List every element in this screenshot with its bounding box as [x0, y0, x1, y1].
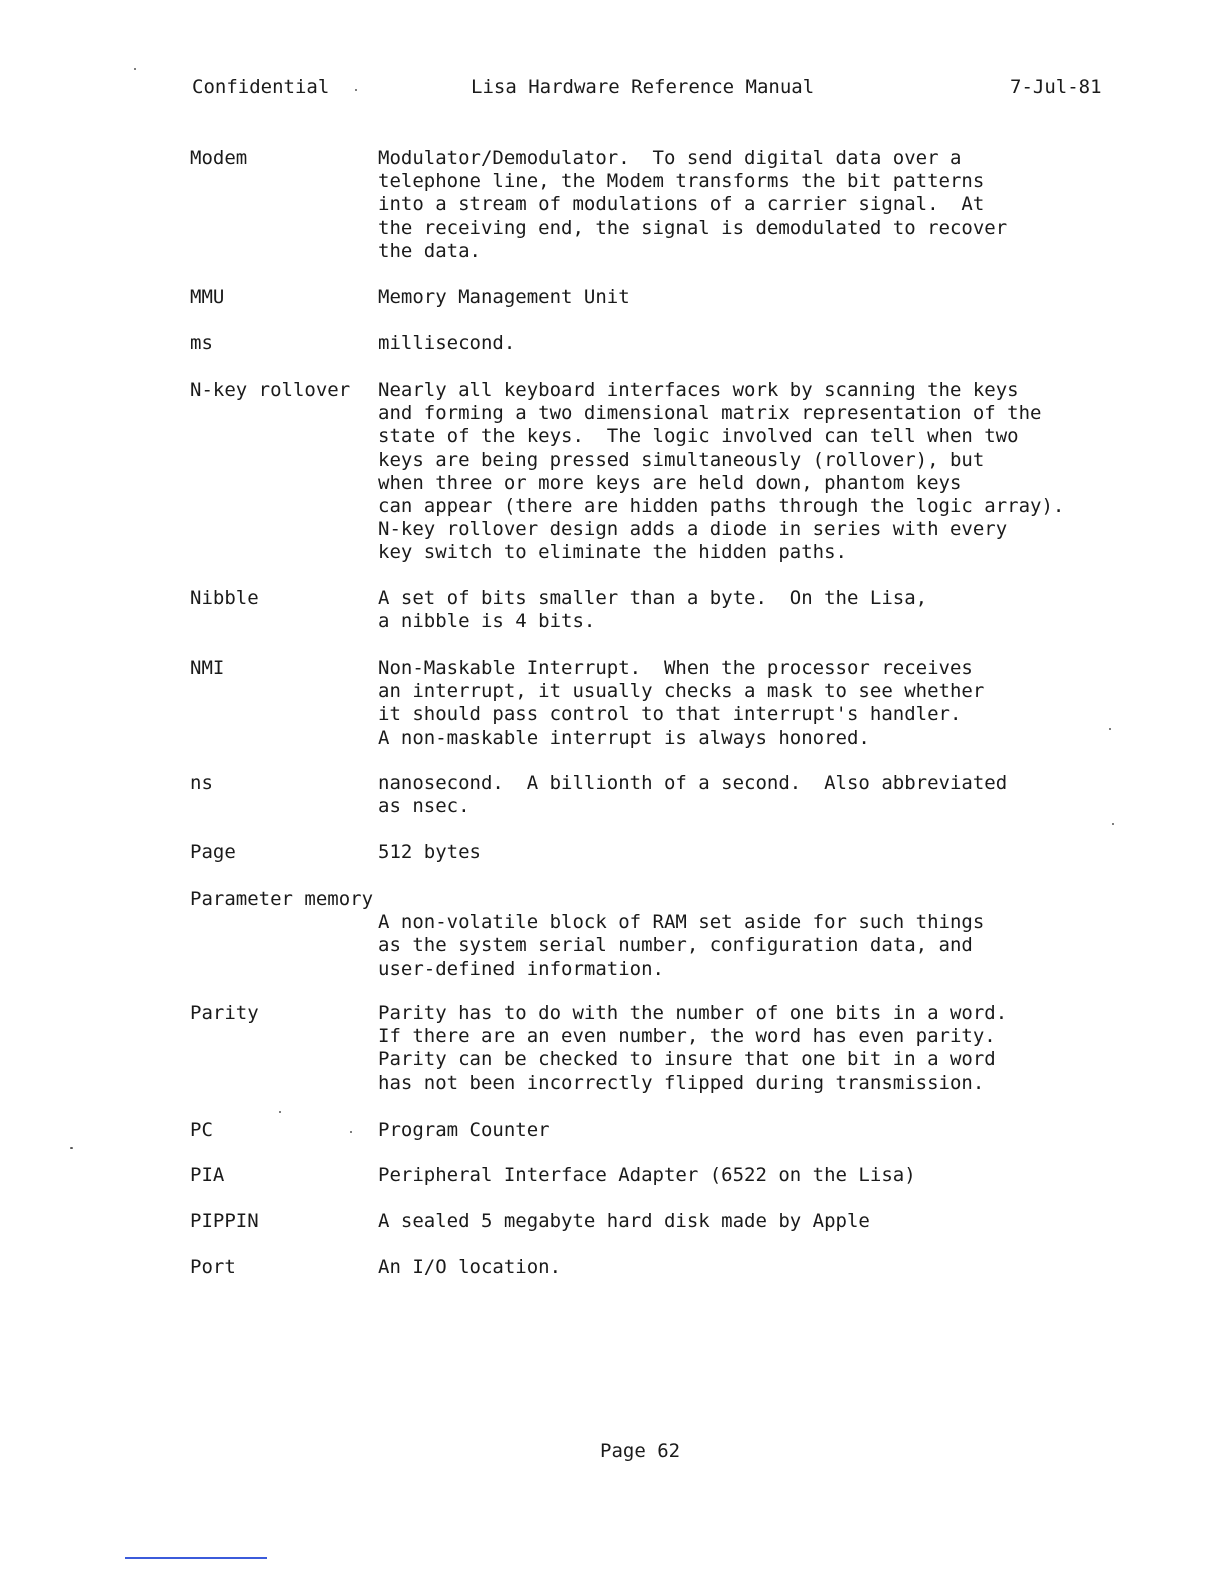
- definition-line: nanosecond. A billionth of a second. Also abbreviated: [378, 772, 1008, 794]
- glossary-term: Page: [190, 841, 236, 863]
- header-title: Lisa Hardware Reference Manual: [471, 76, 815, 98]
- definition-line: telephone line, the Modem transforms the bit patterns: [378, 170, 985, 193]
- definition-line: keys are being pressed simultaneously (rollover), but: [378, 448, 985, 471]
- definition-line: Parity has to do with the number of one bits in a word.: [378, 1002, 1008, 1024]
- definition-line: as the system serial number, configuration data, and: [378, 934, 973, 957]
- definition-line: into a stream of modulations of a carrier signal. At: [378, 193, 985, 216]
- page-number: Page 62: [600, 1440, 681, 1462]
- definition-line: key switch to eliminate the hidden paths.: [378, 541, 847, 564]
- definition-line: If there are an even number, the word has even parity.: [378, 1025, 996, 1048]
- definition-line: an interrupt, it usually checks a mask to see whether: [378, 680, 985, 703]
- definition-line: has not been incorrectly flipped during transmission.: [378, 1071, 985, 1094]
- glossary-definition: [378, 841, 1098, 864]
- glossary-definition: [378, 1256, 1098, 1279]
- glossary-definition: [378, 332, 1098, 355]
- glossary-definition: [378, 1210, 1098, 1233]
- scan-speck: [134, 68, 136, 70]
- definition-line: A non-volatile block of RAM set aside for such things: [378, 911, 985, 934]
- scan-speck: [1109, 728, 1111, 730]
- definition-line: Non-Maskable Interrupt. When the processor receives: [378, 657, 973, 679]
- definition-line: state of the keys. The logic involved can tell when two: [378, 425, 1019, 448]
- glossary-definition: [378, 1164, 1098, 1187]
- glossary-definition: [378, 1002, 1098, 1095]
- glossary-term: PC: [190, 1119, 213, 1141]
- definition-line: it should pass control to that interrupt's handler.: [378, 703, 962, 726]
- glossary-term: Modem: [190, 147, 248, 169]
- glossary-term: MMU: [190, 286, 225, 308]
- header-confidential: Confidential: [192, 76, 330, 98]
- glossary-term: PIA: [190, 1164, 225, 1186]
- definition-line: when three or more keys are held down, phantom keys: [378, 471, 962, 494]
- glossary-definition: [378, 286, 1098, 309]
- definition-line: as nsec.: [378, 795, 470, 818]
- definition-line: millisecond.: [378, 332, 516, 354]
- scan-speck: [70, 1147, 73, 1149]
- definition-line: A set of bits smaller than a byte. On the Lisa,: [378, 587, 928, 609]
- definition-line: Modulator/Demodulator. To send digital data over a: [378, 147, 962, 169]
- scan-speck: [350, 1131, 352, 1133]
- glossary-definition: [378, 379, 1098, 565]
- glossary-term: Nibble: [190, 587, 259, 609]
- definition-line: 512 bytes: [378, 841, 481, 863]
- glossary-definition: [378, 587, 1098, 633]
- definition-line: Program Counter: [378, 1119, 550, 1141]
- scan-speck: [355, 89, 357, 91]
- definition-line: A sealed 5 megabyte hard disk made by Apple: [378, 1210, 870, 1232]
- glossary-definition: [378, 772, 1098, 818]
- definition-line: Peripheral Interface Adapter (6522 on the Lisa): [378, 1164, 916, 1186]
- header-date: 7-Jul-81: [1010, 76, 1102, 98]
- definition-line: A non-maskable interrupt is always honored.: [378, 726, 870, 749]
- definition-line: [378, 888, 1098, 911]
- glossary-term: Parameter memory: [190, 888, 374, 910]
- glossary-term: Parity: [190, 1002, 259, 1024]
- bottom-rule: [125, 1557, 267, 1559]
- glossary-term: NMI: [190, 657, 225, 679]
- scan-speck: [279, 1111, 281, 1113]
- definition-line: can appear (there are hidden paths through the logic array).: [378, 494, 1065, 517]
- definition-line: user-defined information.: [378, 957, 664, 980]
- glossary-term: ms: [190, 332, 213, 354]
- definition-line: N-key rollover design adds a diode in series with every: [378, 518, 1008, 541]
- scan-speck: [1112, 823, 1114, 825]
- definition-line: the receiving end, the signal is demodulated to recover: [378, 216, 1008, 239]
- glossary-definition: [378, 888, 1098, 981]
- glossary-term: Port: [190, 1256, 236, 1278]
- glossary-term: ns: [190, 772, 213, 794]
- definition-line: Memory Management Unit: [378, 286, 630, 308]
- definition-line: Parity can be checked to insure that one bit in a word: [378, 1048, 996, 1071]
- definition-line: Nearly all keyboard interfaces work by scanning the keys: [378, 379, 1019, 401]
- glossary-term: N-key rollover: [190, 379, 351, 401]
- glossary-definition: [378, 657, 1098, 750]
- definition-line: the data.: [378, 239, 481, 262]
- glossary-definition: [378, 1119, 1098, 1142]
- definition-line: An I/O location.: [378, 1256, 562, 1278]
- definition-line: a nibble is 4 bits.: [378, 610, 596, 633]
- glossary-term: PIPPIN: [190, 1210, 259, 1232]
- page-header: [0, 76, 1224, 100]
- glossary-definition: [378, 147, 1098, 263]
- definition-line: and forming a two dimensional matrix representation of the: [378, 402, 1042, 425]
